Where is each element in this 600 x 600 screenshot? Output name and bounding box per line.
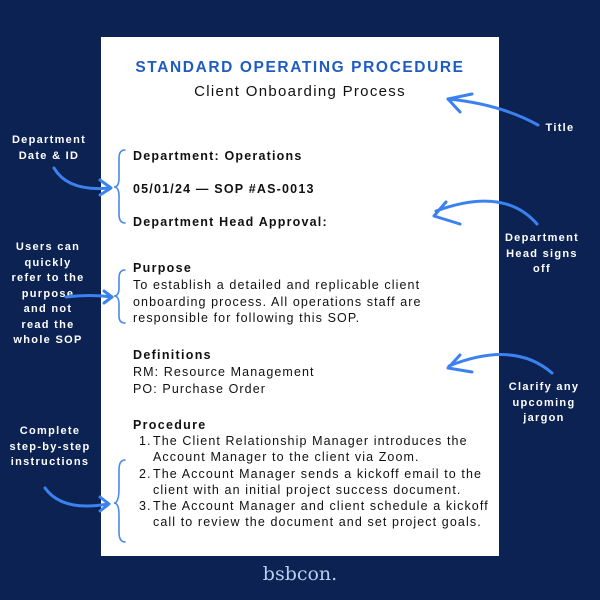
annotation-approval: Department Head signs off [504, 232, 580, 275]
procedure-steps [139, 433, 493, 531]
document-title: STANDARD OPERATING PROCEDURE [135, 59, 465, 76]
definitions-heading: Definitions [133, 348, 212, 362]
step-number: 1. [139, 434, 152, 448]
purpose-text: To establish a detailed and replicable client onboarding process. All operations staff are responsible for following this SOP. [133, 278, 422, 326]
department-field: Department: Operations [133, 149, 303, 163]
procedure-step [139, 466, 493, 499]
step-number: 2. [139, 466, 152, 481]
step-text: The Account Manager sends a kickoff email to the client with an initial project success document. [153, 466, 483, 497]
annotation-title: Title [545, 122, 575, 134]
procedure-step [139, 498, 493, 531]
annotation-definitions: Clarify any upcoming jargon [508, 381, 580, 424]
sop-document [101, 37, 499, 556]
annotation-department-date-id: Department Date & ID [11, 134, 87, 162]
annotation-procedure: Complete step-by-step instructions [9, 425, 91, 468]
approval-field: Department Head Approval: [133, 215, 328, 229]
step-text: The Account Manager and client schedule a kickoff call to review the document and set project goals. [153, 499, 489, 530]
purpose-heading: Purpose [133, 261, 193, 275]
date-id-field: 05/01/24 — SOP #AS-0013 [133, 182, 315, 196]
definition-item: PO: Purchase Order [133, 382, 267, 396]
brand-logo: bsbcon. [262, 563, 338, 585]
curved-arrow-icon [45, 488, 108, 506]
procedure-step [139, 433, 493, 466]
step-number: 3. [139, 499, 152, 514]
document-subtitle: Client Onboarding Process [194, 83, 406, 100]
definition-item: RM: Resource Management [133, 365, 315, 379]
annotation-purpose: Users can quickly refer to the purpose and not read the whole SOP [11, 241, 85, 346]
procedure-heading: Procedure [133, 418, 207, 432]
step-text: The Client Relationship Manager introduces the Account Manager to the client via Zoom. [153, 434, 468, 465]
